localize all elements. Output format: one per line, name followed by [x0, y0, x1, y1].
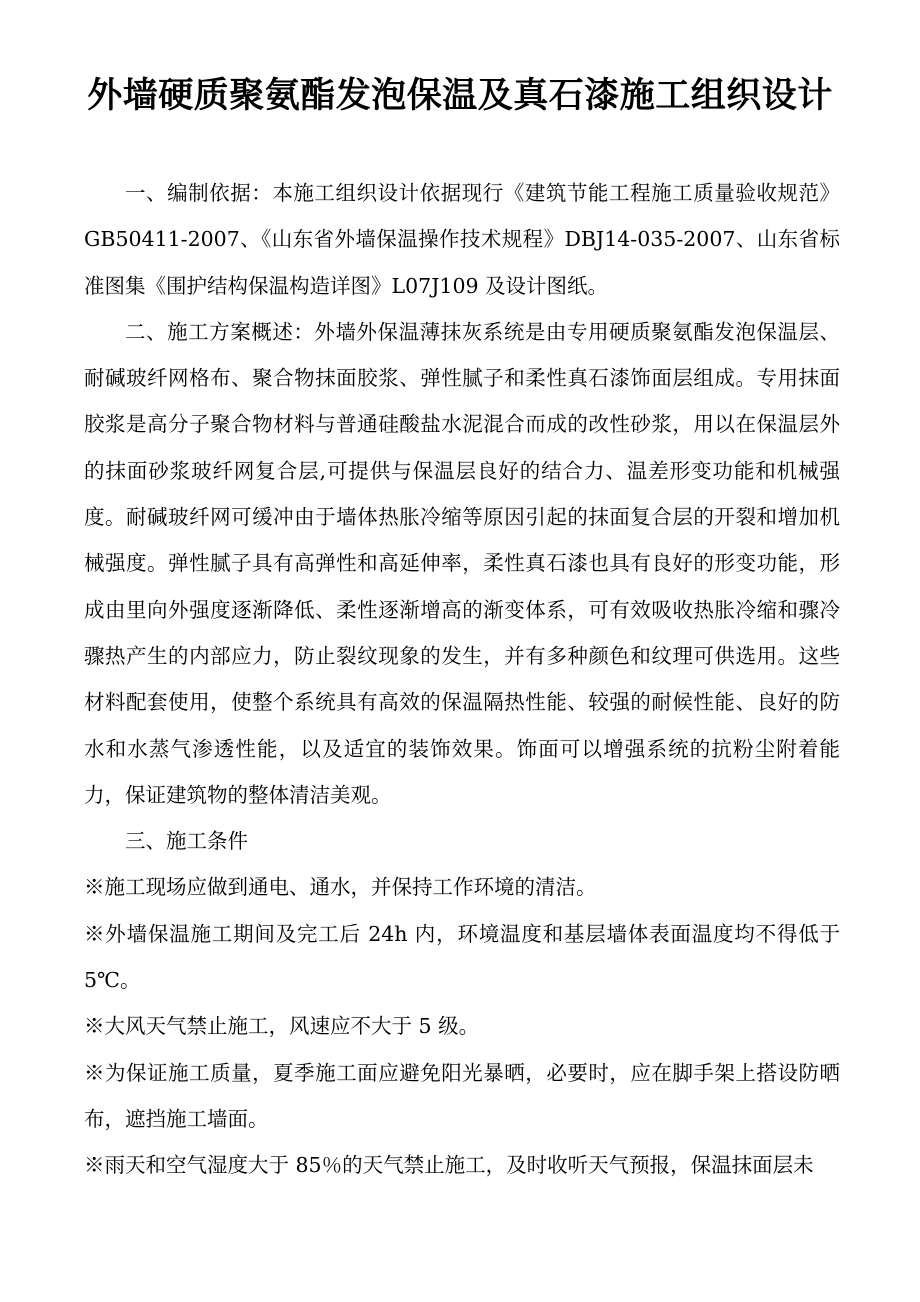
section-overview-paragraph: 二、施工方案概述：外墙外保温薄抹灰系统是由专用硬质聚氨酯发泡保温层、耐碱玻纤网格布、聚合物抹面胶浆、弹性腻子和柔性真石漆饰面层组成。专用抹面胶浆是高分子聚合物材料与普通硅酸盐水泥混合而成的改性砂浆，用以在保温层外的抹面砂浆玻纤网复合层,可提供与保温层良好的结合力、温差形变功能和机械强度。耐碱玻纤网可缓冲由于墙体热胀冷缩等原因引起的抹面复合层的开裂和增加机械强度。弹性腻子具有高弹性和高延伸率，柔性真石漆也具有良好的形变功能，形成由里向外强度逐渐降低、柔性逐渐增高的渐变体系，可有效吸收热胀冷缩和骤冷骤热产生的内部应力，防止裂纹现象的发生，并有多种颜色和纹理可供选用。这些材料配套使用，使整个系统具有高效的保温隔热性能、较强的耐候性能、良好的防水和水蒸气渗透性能，以及适宜的装饰效果。饰面可以增强系统的抗粉尘附着能力，保证建筑物的整体清洁美观。	[84, 319, 840, 807]
section-basis-paragraph: 一、编制依据：本施工组织设计依据现行《建筑节能工程施工质量验收规范》GB50411-2007、《山东省外墙保温操作技术规程》DBJ14-035-2007、山东省标准图集《围护结构保温构造详图》L07J109 及设计图纸。	[84, 181, 840, 298]
condition-item: ※大风天气禁止施工，风速应不大于 5 级。	[84, 1014, 480, 1039]
condition-item: ※施工现场应做到通电、通水，并保持工作环境的清洁。	[84, 875, 597, 900]
document-body	[84, 170, 840, 1189]
condition-item: ※雨天和空气湿度大于 85％的天气禁止施工，及时收听天气预报，保温抹面层未	[84, 1153, 814, 1178]
condition-item: ※为保证施工质量，夏季施工面应避免阳光暴晒，必要时，应在脚手架上搭设防晒布，遮挡施工墙面。	[84, 1060, 840, 1131]
document-title: 外墙硬质聚氨酯发泡保温及真石漆施工组织设计	[87, 75, 833, 116]
condition-item: ※外墙保温施工期间及完工后 24h 内，环境温度和基层墙体表面温度均不得低于5℃。	[84, 921, 840, 993]
section-conditions-heading: 三、施工条件	[125, 829, 248, 854]
